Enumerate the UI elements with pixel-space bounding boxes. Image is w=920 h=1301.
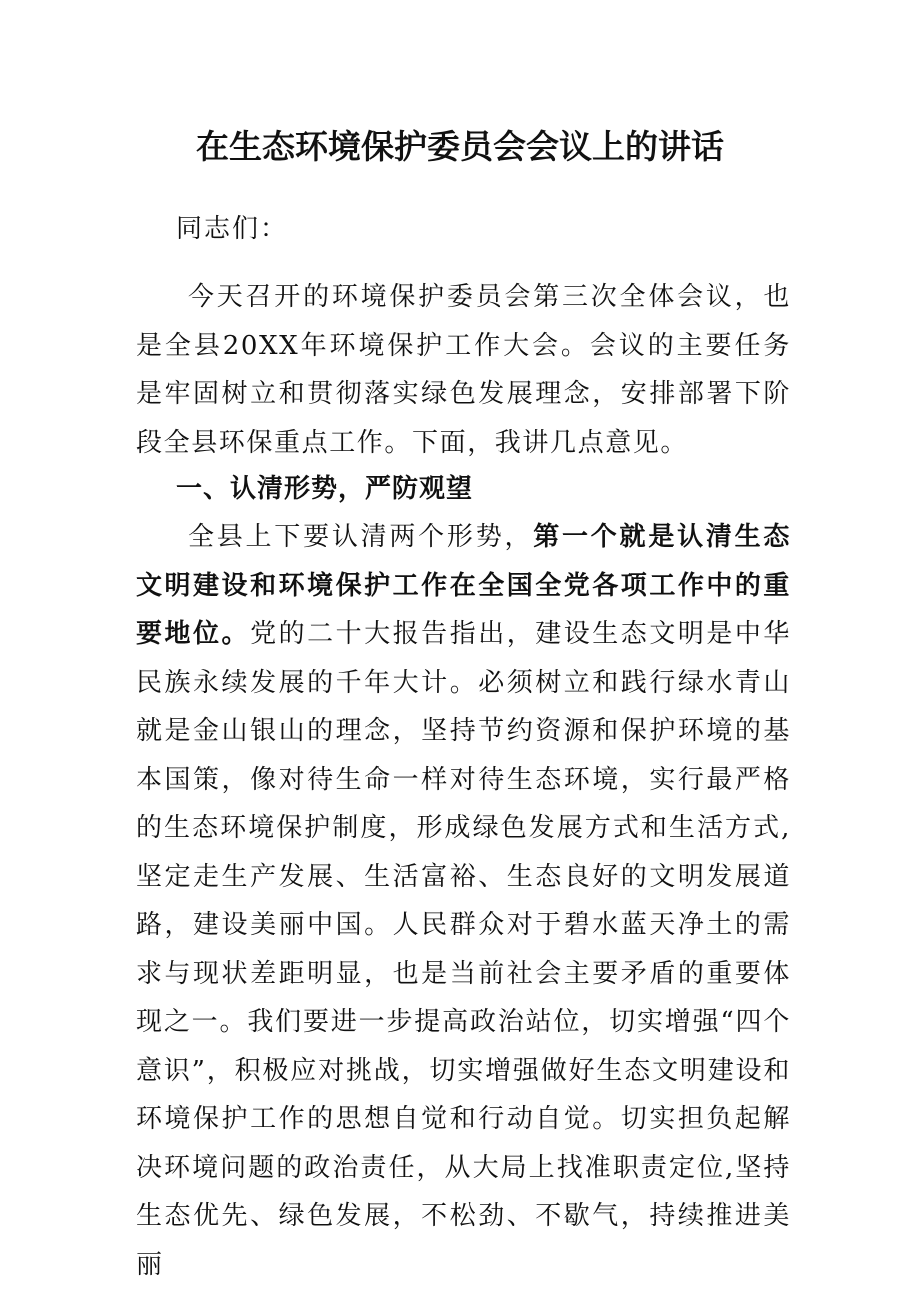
paragraph-1: 今天召开的环境保护委员会第三次全体会议，也是全县20XX年环境保护工作大会。会议的主要任务是牢固树立和贯彻落实绿色发展理念，安排部署下阶段全县环保重点工作。下面，我讲几点意见。 bbox=[136, 282, 791, 458]
section-heading-1: 一、认清形势，严防观望 bbox=[176, 474, 474, 504]
paragraph-2-rest: 党的二十大报告指出，建设生态文明是中华民族永续发展的千年大计。必须树立和践行绿水青山就是金山银山的理念，坚持节约资源和保护环境的基本国策，像对待生命一样对待生态环境，实行最严格的生态环境保护制度，形成绿色发展方式和生活方式,坚定走生产发展、生活富裕、生态良好的文明发展道路，建设美丽中国。人民群众对于碧水蓝天净土的需求与现状差距明显，也是当前社会主要矛盾的重要体现之一。我们要进一步提高政治站位，切实增强“四个意识”，积极应对挑战，切实增强做好生态文明建设和环境保护工作的思想自觉和行动自觉。切实担负起解决环境问题的政治责任，从大局上找准职责定位,坚持生态优先、绿色发展，不松劲、不歇气，持续推进美丽 bbox=[136, 619, 791, 1280]
greeting: 同志们： bbox=[176, 214, 289, 244]
paragraph-2-bold: 第一个就是认清生态文明建设和环境保护工作在全国全党各项工作中的重要地位。 bbox=[136, 522, 792, 649]
paragraph-2-block bbox=[136, 513, 791, 1289]
paragraph-2-lead: 全县上下要认清两个形势， bbox=[188, 522, 534, 552]
document-title: 在生态环境保护委员会会议上的讲话 bbox=[196, 127, 724, 166]
paragraph-2 bbox=[136, 513, 791, 1289]
paragraph-1-block bbox=[136, 273, 791, 467]
